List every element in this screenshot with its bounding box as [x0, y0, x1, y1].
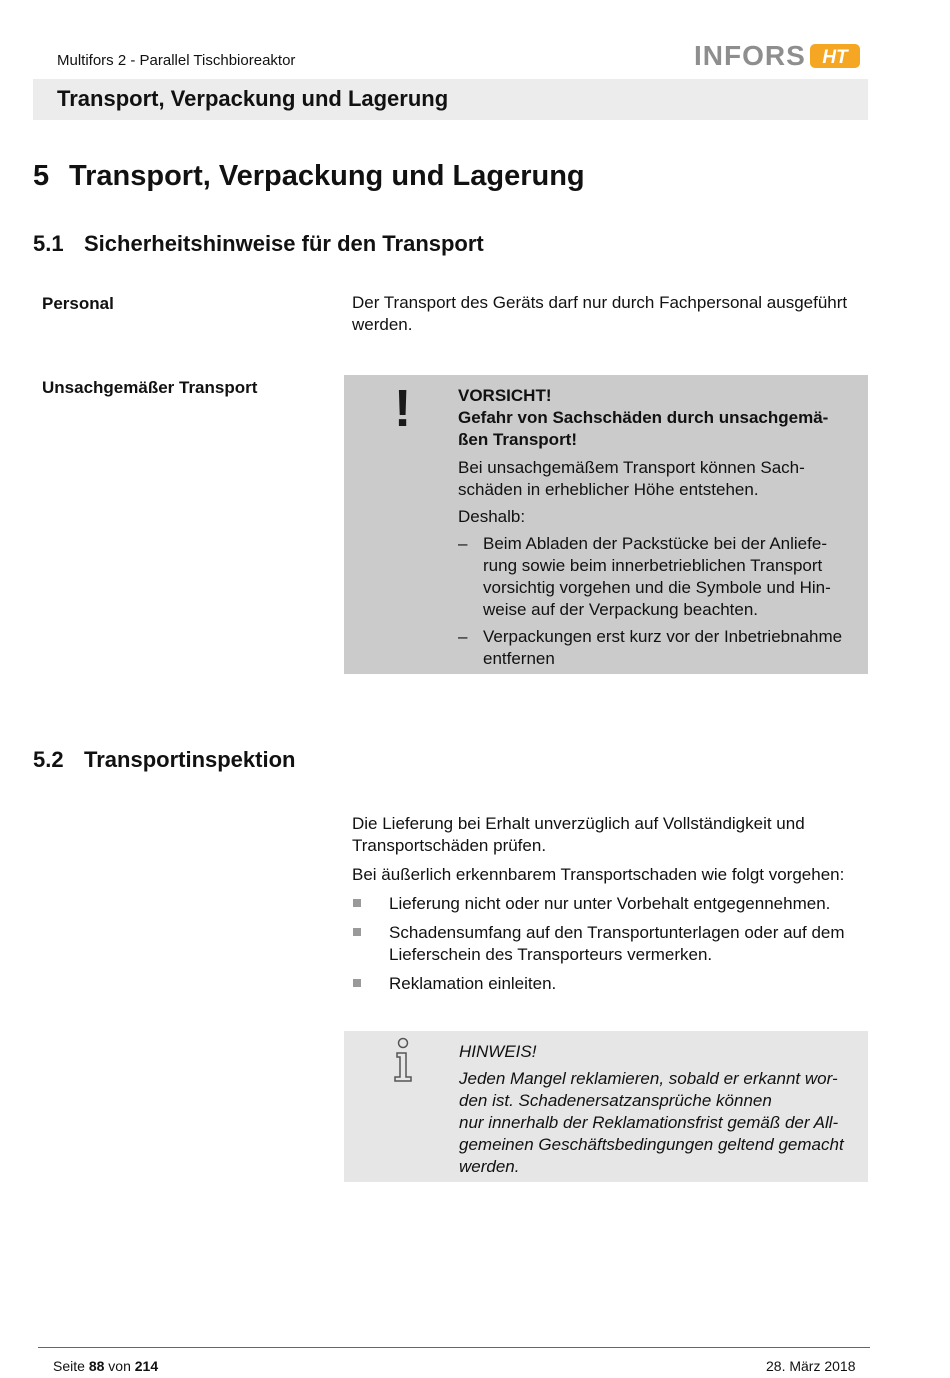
chapter-title: Transport, Verpackung und Lagerung	[69, 160, 585, 192]
info-icon	[390, 1037, 416, 1083]
section-number: 5.1	[33, 231, 64, 256]
caution-lead: Deshalb:	[458, 507, 526, 526]
caution-box	[344, 375, 868, 674]
infors-ht-logo	[694, 41, 860, 71]
page-indicator	[53, 1358, 158, 1374]
square-bullet-icon	[353, 979, 361, 987]
label-personal: Personal	[42, 294, 114, 313]
note-signal-word: HINWEIS!	[459, 1042, 537, 1061]
list-item	[352, 922, 864, 966]
chapter-number: 5	[33, 160, 50, 192]
page-number: 88	[88, 1358, 105, 1374]
inspection-body	[352, 813, 864, 995]
logo-ht-mark	[810, 44, 860, 68]
logo-wordmark: INFORS	[694, 40, 806, 71]
header-band	[33, 79, 868, 120]
list-item: – Verpackungen erst kurz vor der Inbetriebnahme entfernen	[458, 627, 843, 668]
page-of: von	[108, 1358, 131, 1374]
square-bullet-icon	[353, 899, 361, 907]
section-title: Sicherheitshinweise für den Transport	[84, 231, 484, 256]
list-item	[352, 973, 864, 995]
note-content	[459, 1041, 855, 1178]
exclamation-icon: !	[394, 380, 412, 438]
footer-divider	[38, 1347, 870, 1348]
page-prefix: Seite	[53, 1358, 85, 1374]
section-heading-5-1	[33, 231, 484, 257]
header-band-title: Transport, Verpackung und Lagerung	[57, 86, 449, 111]
note-box	[344, 1031, 868, 1182]
caution-content	[458, 385, 854, 670]
footer-date: 28. März 2018	[766, 1358, 856, 1374]
caution-signal-word: VORSICHT!	[458, 386, 552, 405]
note-text-1: Jeden Mangel reklamieren, sobald er erkannt wor-den ist. Schadenersatzansprüche können	[459, 1069, 838, 1110]
page-total: 214	[134, 1358, 159, 1374]
inspection-paragraph-1: Die Lieferung bei Erhalt unverzüglich auf Vollständigkeit und Transportschäden prüfen.	[352, 814, 805, 855]
label-improper-transport: Unsachgemäßer Transport	[42, 378, 258, 397]
caution-heading: Gefahr von Sachschäden durch unsachgemä-ßen Transport!	[458, 408, 829, 449]
caution-text: Bei unsachgemäßem Transport können Sach-schäden in erheblicher Höhe entstehen.	[458, 458, 805, 499]
note-text-2: nur innerhalb der Reklamationsfrist gemäß der All-gemeinen Geschäftsbedingungen geltend gemacht werden.	[459, 1113, 844, 1176]
list-item	[352, 893, 864, 915]
inspection-bullet-list	[352, 893, 864, 995]
section-heading-5-2	[33, 747, 295, 773]
chapter-heading	[33, 160, 585, 193]
list-item-text: Reklamation einleiten.	[389, 974, 557, 993]
logo-ht-text: HT	[822, 47, 848, 68]
section-title: Transportinspektion	[84, 747, 296, 772]
list-item-text: Lieferung nicht oder nur unter Vorbehalt entgegennehmen.	[389, 894, 831, 913]
personal-text: Der Transport des Geräts darf nur durch Fachpersonal ausgeführt werden.	[352, 293, 848, 334]
square-bullet-icon	[353, 928, 361, 936]
list-item-text: Verpackungen erst kurz vor der Inbetriebnahme entfernen	[483, 627, 843, 668]
list-item: – Beim Abladen der Packstücke bei der Anliefe-rung sowie beim innerbetrieblichen Transport vorsichtig vorgehen und die Symbole und Hin-weise auf der Verpackung beachten.	[458, 534, 831, 619]
list-item-text: Schadensumfang auf den Transportunterlagen oder auf dem Lieferschein des Transporteurs vermerken.	[389, 923, 845, 964]
list-item-text: Beim Abladen der Packstücke bei der Anliefe-rung sowie beim innerbetrieblichen Transport vorsichtig vorgehen und die Symbole und Hin-weise auf der Verpackung beachten.	[483, 534, 831, 619]
section-number: 5.2	[33, 747, 64, 772]
caution-list	[458, 533, 854, 670]
inspection-paragraph-2: Bei äußerlich erkennbarem Transportschaden wie folgt vorgehen:	[352, 865, 845, 884]
document-title: Multifors 2 - Parallel Tischbioreaktor	[57, 52, 296, 69]
